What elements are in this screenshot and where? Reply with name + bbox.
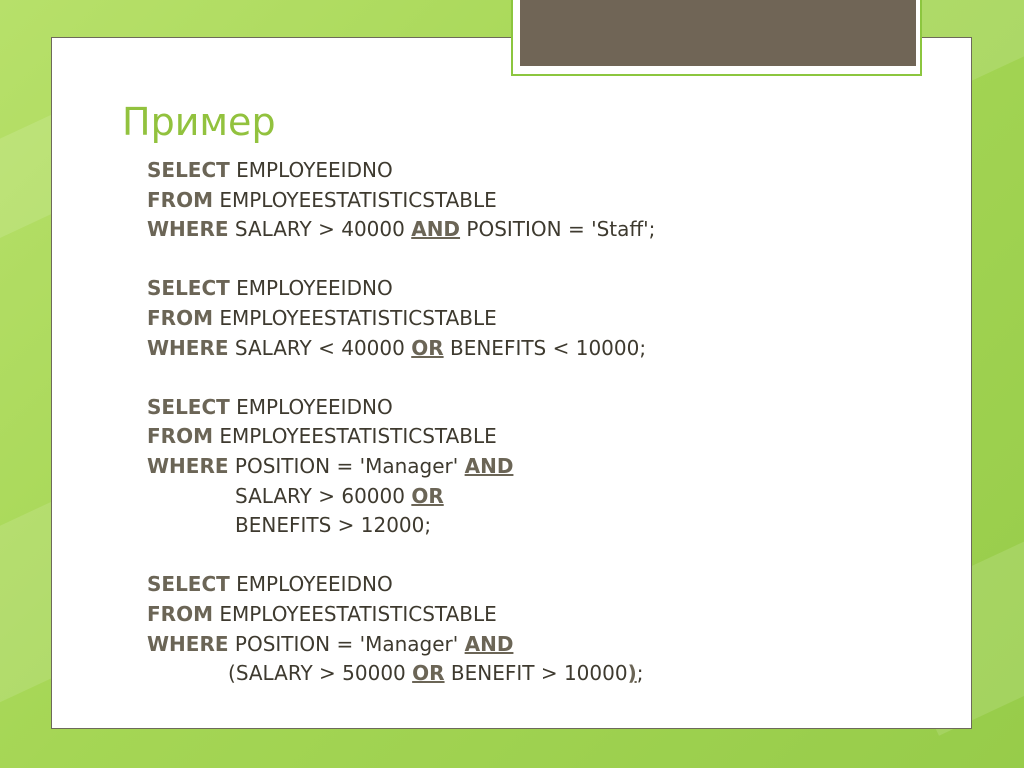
condition: BENEFITS > 12000; xyxy=(235,513,432,538)
logical-operator: OR xyxy=(411,483,444,508)
condition: SALARY > 40000 xyxy=(234,217,405,242)
keyword: WHERE xyxy=(147,453,229,478)
condition: POSITION = 'Staff'; xyxy=(466,217,656,242)
logical-operator: OR xyxy=(412,661,445,686)
keyword: SELECT xyxy=(147,572,230,597)
condition: POSITION = 'Manager' xyxy=(234,453,459,478)
select-field: EMPLOYEEIDNO xyxy=(236,158,393,182)
query-3-select-line xyxy=(147,393,655,423)
select-field: EMPLOYEEIDNO xyxy=(236,394,393,419)
logical-operator: AND xyxy=(464,453,514,478)
table-name: EMPLOYEESTATISTICSTABLE xyxy=(219,601,497,626)
logical-operator: AND xyxy=(464,631,514,656)
query-3-from-line xyxy=(147,422,655,452)
slide-tab xyxy=(520,0,916,66)
condition: SALARY < 40000 xyxy=(234,335,405,360)
query-2-select-line xyxy=(147,274,655,304)
keyword: SELECT xyxy=(147,394,230,419)
select-field: EMPLOYEEIDNO xyxy=(236,276,393,301)
sql-examples xyxy=(147,156,655,689)
keyword: SELECT xyxy=(147,158,230,182)
keyword: SELECT xyxy=(147,276,230,301)
keyword: FROM xyxy=(147,187,213,212)
query-4-from-line xyxy=(147,600,655,630)
query-2-from-line xyxy=(147,304,655,334)
query-1-from-line xyxy=(147,186,655,216)
logical-operator: AND xyxy=(411,217,461,242)
condition: BENEFIT > 10000 xyxy=(450,661,628,686)
query-1-select-line xyxy=(147,156,655,186)
semicolon: ; xyxy=(636,661,644,686)
close-paren: ) xyxy=(627,661,637,686)
keyword: WHERE xyxy=(147,335,229,360)
query-3-continuation-line xyxy=(147,482,655,512)
keyword: WHERE xyxy=(147,217,229,242)
keyword: WHERE xyxy=(147,631,229,656)
table-name: EMPLOYEESTATISTICSTABLE xyxy=(219,187,497,212)
table-name: EMPLOYEESTATISTICSTABLE xyxy=(219,305,497,330)
condition: SALARY > 50000 xyxy=(235,661,406,686)
query-4-where-line xyxy=(147,630,655,660)
keyword: FROM xyxy=(147,601,213,626)
condition: POSITION = 'Manager' xyxy=(234,631,459,656)
open-paren: ( xyxy=(228,661,236,686)
logical-operator: OR xyxy=(411,335,444,360)
query-3-where-line xyxy=(147,452,655,482)
query-4-continuation-line xyxy=(147,659,655,689)
keyword: FROM xyxy=(147,424,213,449)
table-name: EMPLOYEESTATISTICSTABLE xyxy=(219,424,497,449)
slide-title: Пример xyxy=(122,100,276,144)
keyword: FROM xyxy=(147,305,213,330)
condition: SALARY > 60000 xyxy=(235,483,405,508)
select-field: EMPLOYEEIDNO xyxy=(236,572,393,597)
query-3-continuation-line xyxy=(147,511,655,541)
query-2-where-line xyxy=(147,334,655,364)
query-4-select-line xyxy=(147,570,655,600)
condition: BENEFITS < 10000; xyxy=(449,335,647,360)
query-1-where-line xyxy=(147,215,655,245)
